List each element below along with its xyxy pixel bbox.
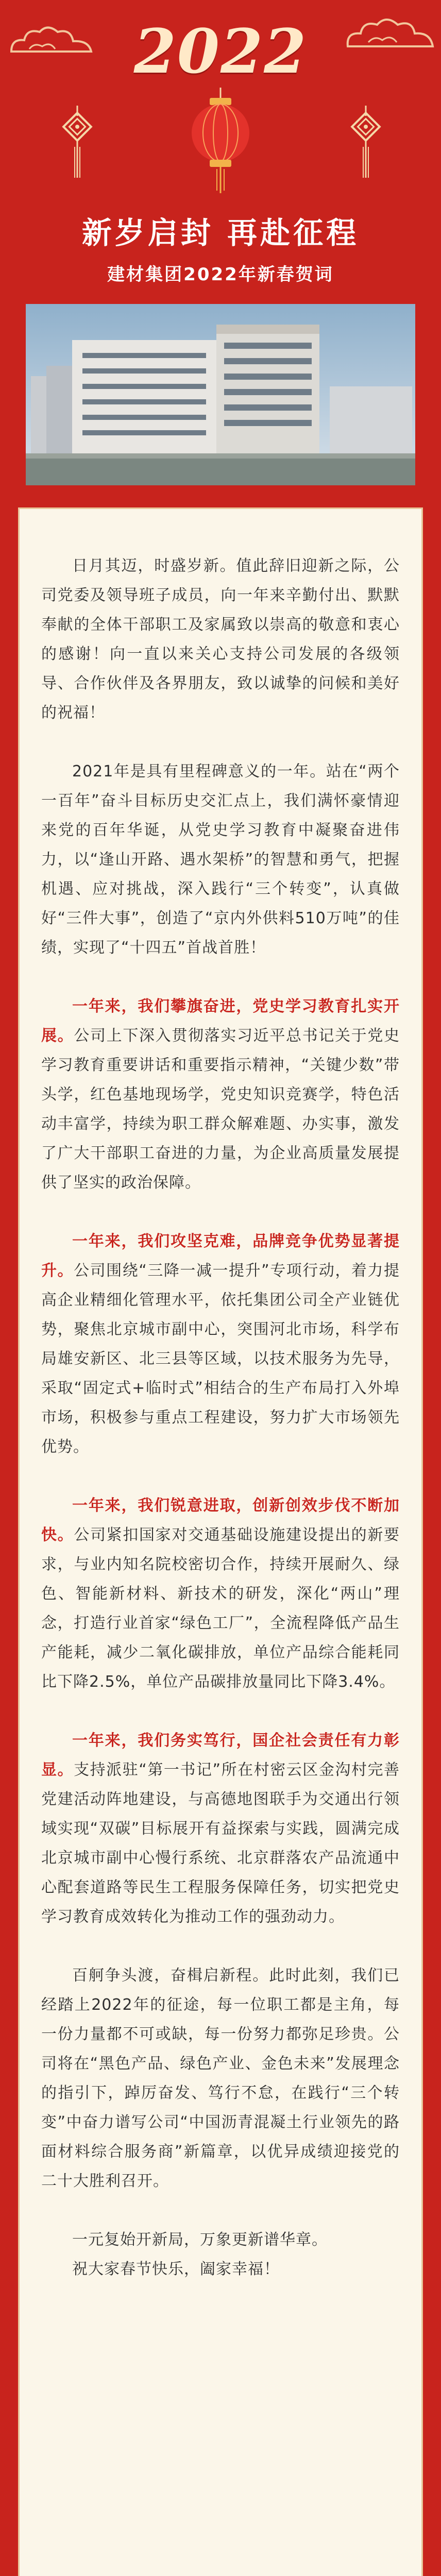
letter-body xyxy=(41,551,400,2284)
paragraph-responsibility xyxy=(41,1726,400,1931)
paragraph-body: 公司围绕“三降一减一提升”专项行动，着力提高企业精细化管理水平，依托集团公司全产业链优势，聚焦北京城市副中心，突围河北市场，科学布局雄安新区、北三县等区域，以技术服务为先导，采取“固定式+临时式”相结合的生产布局打入外埠市场，积极参与重点工程建设，努力扩大市场领先优势。 xyxy=(41,1262,400,1456)
paragraph-innovation xyxy=(41,1491,400,1697)
paragraph-2021-review: 2021年是具有里程碑意义的一年。站在“两个一百年”奋斗目标历史交汇点上，我们满怀豪情迎来党的百年华诞，从党史学习教育中凝聚奋进伟力，以“逢山开路、遇水架桥”的智慧和勇气，把握机遇、应对挑战，深入践行“三个转变”，认真做好“三件大事”，创造了“京内外供料510万吨”的佳绩，实现了“十四五”首战首胜！ xyxy=(41,762,400,957)
paragraph-body: 公司上下深入贯彻落实习近平总书记关于党史学习教育重要讲话和重要指示精神，“关键少数”带头学，红色基地现场学，党史知识竞赛学，特色活动丰富学，持续为职工群众解难题、办实事，激发了广大干部职工奋进的力量，为企业高质量发展提供了坚实的政治保障。 xyxy=(41,1027,400,1192)
greetings xyxy=(41,2225,400,2284)
paragraph-body: 支持派驻“第一书记”所在村密云区金沟村完善党建活动阵地建设，与高德地图联手为交通出行领域实现“双碳”目标展开有益探索与实践，圆满完成北京城市副中心慢行系统、北京群落农产品流通中心配套道路等民生工程服务保障任务，切实把党史学习教育成效转化为推动工作的强劲动力。 xyxy=(41,1761,400,1926)
chinese-knot-right-icon xyxy=(348,106,384,183)
paragraph-party-history xyxy=(41,992,400,1197)
company-building-photo xyxy=(26,304,415,485)
greeting-line-1: 一元复始开新局，万象更新谱华章。 xyxy=(72,2231,328,2249)
greeting-line-2: 祝大家春节快乐，阖家幸福！ xyxy=(72,2260,280,2278)
lantern-icon xyxy=(190,88,251,196)
year-title: 2022 xyxy=(133,15,308,87)
subheadline: 建材集团2022年新春贺词 xyxy=(107,264,334,285)
chinese-knot-left-icon xyxy=(59,106,95,183)
headline: 新岁启封 再赴征程 xyxy=(81,215,360,250)
paragraph-body: 公司紧扣国家对交通基础设施建设提出的新要求，与业内知名院校密切合作，持续开展耐久、绿色、智能新材料、新技术的研发，深化“两山”理念，打造行业首家“绿色工厂”，全流程降低产品生产能耗，减少二氧化碳排放，单位产品综合能耗同比下降2.5%，单位产品碳排放量同比下降3.4%。 xyxy=(41,1526,400,1691)
paragraph-heading: 一年来，我们锐意进取，创新创效步伐不断加快。 xyxy=(41,1497,400,1544)
paragraph-heading: 一年来，我们攀旗奋进，党史学习教育扎实开展。 xyxy=(41,997,400,1045)
paragraph-heading: 一年来，我们务实笃行，国企社会责任有力彰显。 xyxy=(41,1732,400,1779)
paragraph-outlook: 百舸争头渡，奋楫启新程。此时此刻，我们已经踏上2022年的征途，每一位职工都是主角，每一份力量都不可或缺，每一份努力都弥足珍贵。公司将在“黑色产品、绿色产业、金色未来”发展理念的指引下，踔厉奋发、笃行不怠，在践行“三个转变”中奋力谱写公司“中国沥青混凝土行业领先的路面材料综合服务商”新篇章，以优异成绩迎接党的二十大胜利召开。 xyxy=(41,1967,400,2190)
paragraph-intro: 日月其迈，时盛岁新。值此辞旧迎新之际，公司党委及领导班子成员，向一年来辛勤付出、默默奉献的全体干部职工及家属致以崇高的敬意和衷心的感谢！向一直以来关心支持公司发展的各级领导、合作伙伴及各界朋友，致以诚挚的问候和美好的祝福！ xyxy=(41,557,400,722)
paragraph-heading: 一年来，我们攻坚克难，品牌竞争优势显著提升。 xyxy=(41,1232,400,1280)
paragraph-brand xyxy=(41,1227,400,1462)
